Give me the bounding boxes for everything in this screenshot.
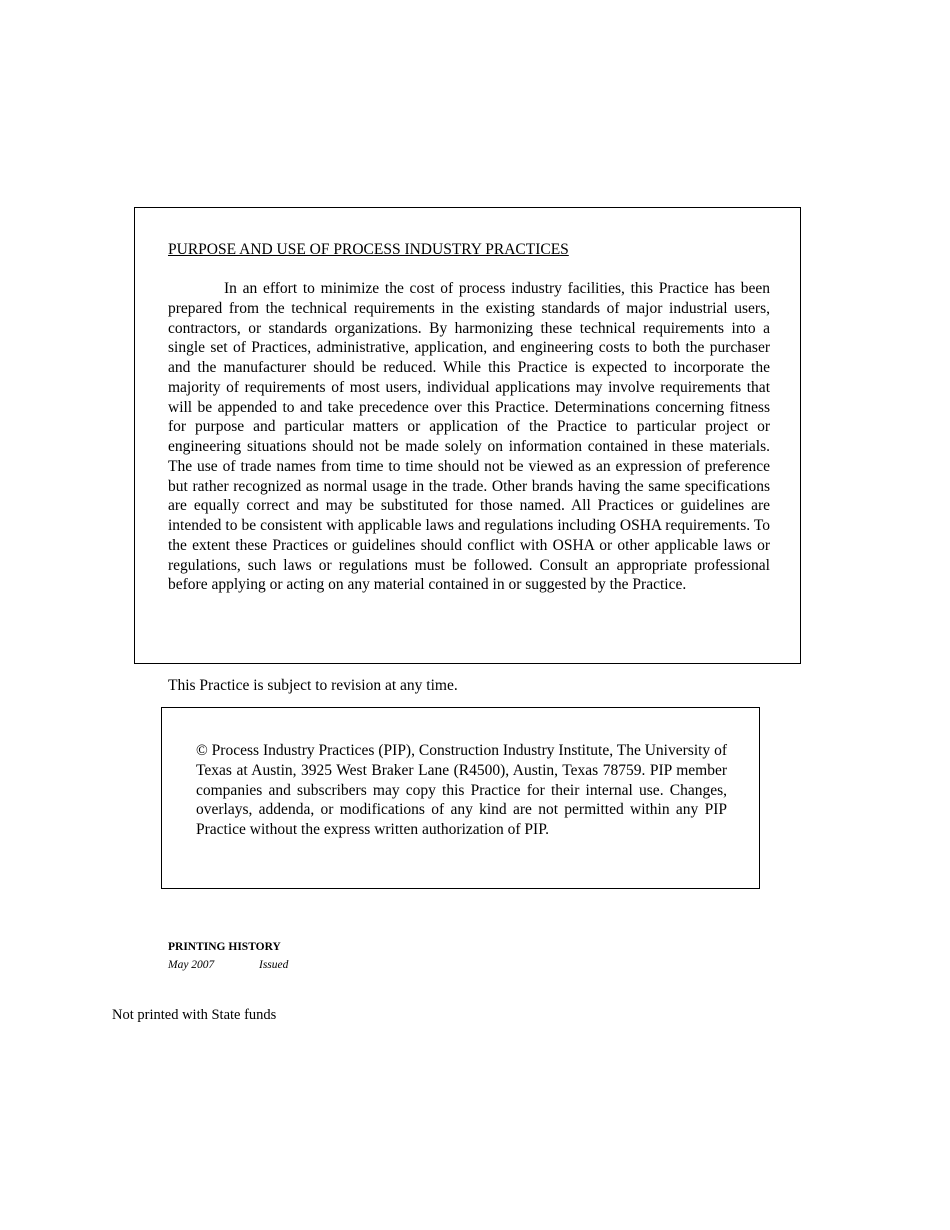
- copyright-text: © Process Industry Practices (PIP), Construction Industry Institute, The University of Texas at Austin, 3925 West Braker Lane (R4500), Austin, Texas 78759. PIP member companies and subscribers may copy this Practice for their internal use. Changes, overlays, addenda, or modifications of any kind are not permitted within any PIP Practice without the express written authorization of PIP.: [196, 742, 727, 838]
- purpose-box: [134, 207, 801, 664]
- printing-history-entry: [168, 958, 288, 972]
- printing-history: [168, 940, 288, 972]
- revision-note: This Practice is subject to revision at any time.: [168, 677, 458, 694]
- history-date: May 2007: [168, 959, 215, 971]
- copyright-box: [161, 707, 760, 889]
- history-status: Issued: [259, 959, 289, 971]
- funding-note: Not printed with State funds: [112, 1007, 277, 1023]
- printing-history-title: PRINTING HISTORY: [168, 941, 281, 953]
- purpose-heading: PURPOSE AND USE OF PROCESS INDUSTRY PRACTICES: [168, 241, 569, 258]
- purpose-body-text: In an effort to minimize the cost of process industry facilities, this Practice has been prepared from the technical requirements in the existing standards of major industrial users, contractors, or standards organizations. By harmonizing these technical requirements into a single set of Practices, administrative, application, and engineering costs to both the purchaser and the manufacturer should be reduced. While this Practice is expected to incorporate the majority of requirements of most users, individual applications may involve requirements that will be appended to and take precedence over this Practice. Determinations concerning fitness for purpose and particular matters or application of the Practice to particular project or engineering situations should not be made solely on information contained in these materials. The use of trade names from time to time should not be viewed as an expression of preference but rather recognized as normal usage in the trade. Other brands having the same specifications are equally correct and may be substituted for those named. All Practices or guidelines are intended to be consistent with applicable laws and regulations including OSHA requirements. To the extent these Practices or guidelines should conflict with OSHA or other applicable laws or regulations, such laws or regulations must be followed. Consult an appropriate professional before applying or acting on any material contained in or suggested by the Practice.: [168, 280, 770, 594]
